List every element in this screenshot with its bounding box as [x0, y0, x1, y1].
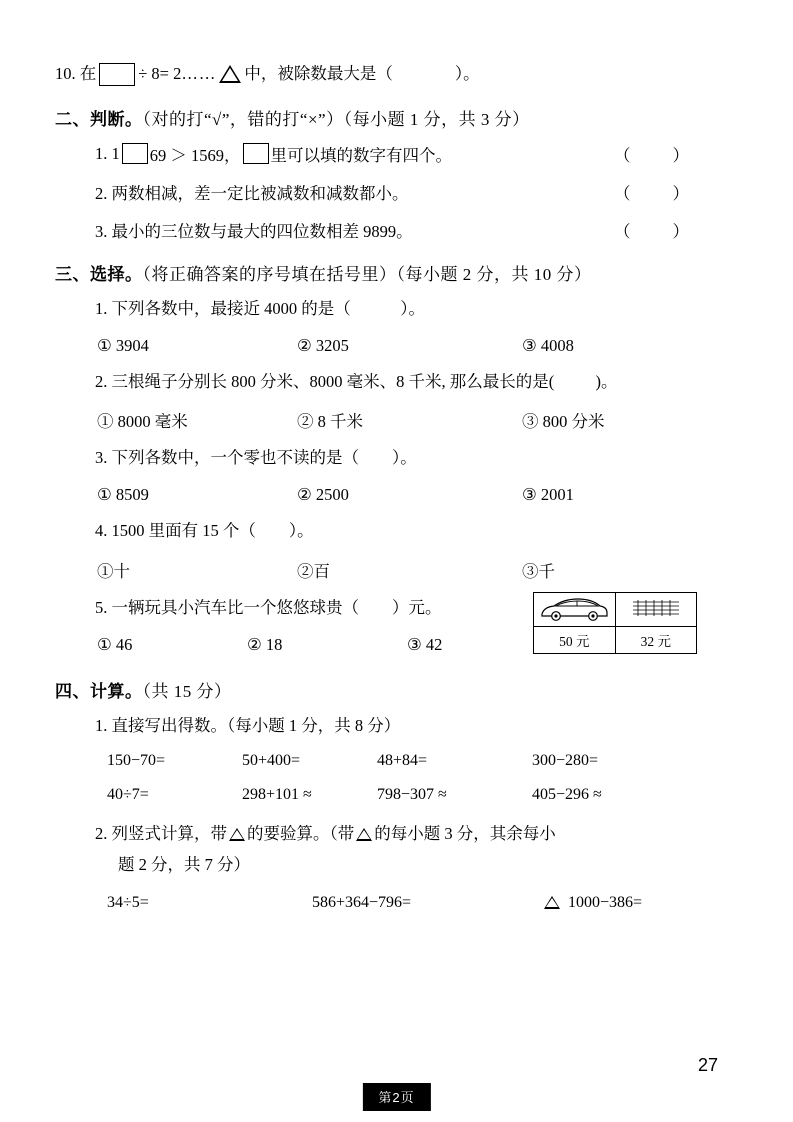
choice-2-options	[55, 408, 745, 432]
choice-5-option-2[interactable]: ② 18	[247, 634, 283, 654]
answer-box-icon[interactable]	[243, 143, 269, 164]
choice-3-option-1[interactable]: ① 8509	[97, 485, 149, 504]
calc-row-3	[55, 894, 745, 912]
choice-2-option-3[interactable]: ③ 800 分米	[522, 412, 605, 432]
ball-cell	[616, 593, 697, 626]
question-10-mid: ÷ 8= 2	[138, 64, 182, 83]
question-10	[55, 62, 745, 87]
answer-box-icon[interactable]	[122, 143, 148, 164]
question-10-dots: ……	[181, 64, 217, 83]
calc-sub2-b: 的要验算。（带	[247, 824, 355, 844]
calc-item-586-364-796[interactable]: 586+364−796=	[312, 893, 412, 911]
section-heading-3	[55, 260, 745, 285]
page-number: 27	[697, 1055, 718, 1075]
choice-4-stem: 4. 1500 里面有 15 个（ ）。	[95, 521, 314, 540]
price-figure-labels	[534, 626, 696, 653]
page-footer-label: 第2页	[362, 1083, 430, 1111]
yoyo-ball-icon	[625, 596, 687, 622]
section-heading-2	[55, 105, 745, 130]
calc-sub2-a: 2. 列竖式计算，带	[95, 824, 227, 844]
calc-item-798-307[interactable]: 798−307 ≈	[377, 786, 447, 804]
choice-2-option-1[interactable]: ① 8000 毫米	[97, 412, 188, 432]
choice-4-option-2[interactable]: ②百	[297, 561, 330, 581]
judge-1-pre: 1. 1	[95, 143, 120, 163]
judge-2-text: 2. 两数相减，差一定比被减数和减数都小。	[95, 183, 409, 203]
choice-3-option-2[interactable]: ② 2500	[297, 485, 349, 504]
price-figure-images	[534, 593, 696, 626]
car-cell	[534, 593, 616, 626]
choice-1-option-1[interactable]: ① 3904	[97, 335, 149, 355]
calc-sub2-stem-line1	[55, 822, 745, 847]
judge-1-post: 69 ＞ 1569，	[149, 145, 241, 165]
judge-2-answer-bracket[interactable]: （ ）	[614, 183, 690, 203]
section-3-desc: （将正确答案的序号填在括号里）（每小题 2 分，共 10 分）	[142, 264, 592, 284]
judge-1-post2: 里可以填的数字有四个。	[270, 145, 452, 165]
section-4-desc: （共 15 分）	[142, 681, 232, 701]
car-icon	[538, 596, 610, 622]
choice-5-option-1[interactable]: ① 46	[97, 634, 133, 654]
judge-item-3	[55, 218, 745, 242]
section-2-desc: （对的打“√”，错的打“×”）（每小题 1 分，共 3 分）	[142, 109, 530, 129]
choice-2-option-2[interactable]: ② 8 千米	[297, 412, 363, 432]
choice-4-option-1[interactable]: ①十	[97, 561, 130, 581]
calc-item-34-div-5[interactable]: 34÷5=	[107, 893, 149, 911]
section-2-title: 二、判断。	[55, 109, 143, 129]
calc-sub2-stem-line2	[55, 853, 745, 878]
judge-item-2	[55, 180, 745, 204]
page-content	[55, 62, 745, 928]
triangle-icon	[356, 828, 372, 841]
judge-item-1	[55, 142, 745, 166]
price-figure	[533, 592, 697, 654]
choice-4-option-3[interactable]: ③千	[522, 561, 555, 581]
judge-3-text: 3. 最小的三位数与最大的四位数相差 9899。	[95, 221, 413, 241]
choice-3-stem: 3. 下列各数中，一个零也不读的是（ ）。	[95, 448, 417, 468]
calc-sub2-c: 的每小题 3 分，其余每小	[374, 824, 556, 844]
calc-item-48-84[interactable]: 48+84=	[377, 752, 428, 770]
calc-sub1-text: 1. 直接写出得数。（每小题 1 分，共 8 分）	[95, 715, 401, 735]
choice-4-options	[55, 558, 745, 582]
choice-5-stem: 5. 一辆玩具小汽车比一个悠悠球贵（ ）元。	[95, 597, 442, 617]
calc-item-1000-386[interactable]: 1000−386=	[568, 893, 643, 911]
triangle-icon	[229, 828, 245, 841]
judge-1-answer-bracket[interactable]: （ ）	[614, 145, 690, 165]
question-10-prefix: 10. 在	[55, 64, 97, 83]
choice-3-options	[55, 485, 745, 505]
choice-1-option-2[interactable]: ② 3205	[297, 335, 349, 355]
choice-question-3	[55, 446, 745, 471]
calc-item-50-400[interactable]: 50+400=	[242, 752, 301, 770]
calc-item-300-280[interactable]: 300−280=	[532, 752, 599, 770]
choice-question-4	[55, 519, 745, 544]
calc-row-2	[55, 786, 745, 804]
calc-item-298-101[interactable]: 298+101 ≈	[242, 786, 312, 804]
choice-5-option-3[interactable]: ③ 42	[407, 634, 443, 654]
car-price-label: 50 元	[534, 627, 616, 653]
ball-price-label: 32 元	[640, 633, 671, 649]
section-3-title: 三、选择。	[55, 264, 143, 284]
choice-1-option-3[interactable]: ③ 4008	[522, 335, 574, 355]
triangle-icon	[219, 65, 241, 83]
calc-item-40-div-7[interactable]: 40÷7=	[107, 786, 149, 804]
choice-1-options	[55, 336, 745, 356]
choice-question-5-block	[55, 596, 745, 655]
calc-item-150-70[interactable]: 150−70=	[107, 752, 166, 770]
calc-sub1-stem	[55, 714, 745, 739]
calc-item-405-296[interactable]: 405−296 ≈	[532, 786, 602, 804]
choice-question-2	[55, 370, 745, 395]
triangle-icon	[544, 896, 560, 909]
answer-box-icon[interactable]	[99, 63, 135, 86]
section-heading-4	[55, 677, 745, 702]
judge-3-answer-bracket[interactable]: （ ）	[614, 221, 690, 241]
question-10-suffix: 中，被除数最大是（	[244, 64, 393, 83]
calc-row-1	[55, 752, 745, 770]
question-10-end: ）。	[454, 64, 480, 83]
choice-1-stem: 1. 下列各数中，最接近 4000 的是（ ）。	[95, 298, 425, 318]
section-4-title: 四、计算。	[55, 681, 143, 701]
calc-sub2-line2: 题 2 分，共 7 分）	[118, 855, 250, 874]
choice-3-option-3[interactable]: ③ 2001	[522, 485, 574, 504]
choice-2-stem: 2. 三根绳子分别长 800 分米、8000 毫米、8 千米, 那么最长的是( )。	[95, 371, 618, 391]
choice-question-1	[55, 297, 745, 322]
